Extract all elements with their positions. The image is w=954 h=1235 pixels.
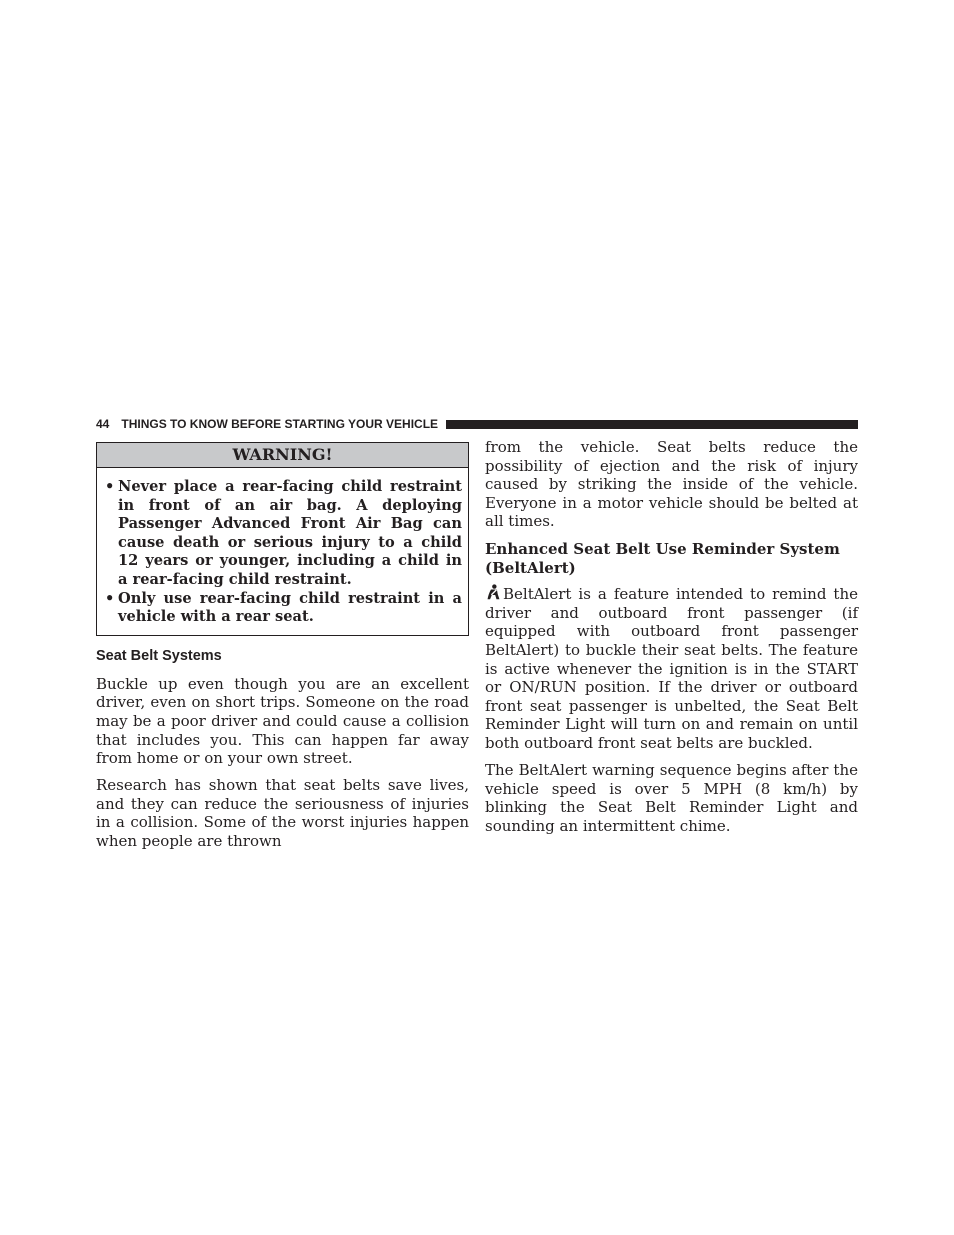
section-heading-seat-belt-systems: Seat Belt Systems xyxy=(96,647,222,664)
warning-title: WARNING! xyxy=(97,443,468,468)
warning-item-text: Never place a rear-facing child restraint in front of an air bag. A deploying Passenger Advanced Front Air Bag can cause death or serious injury to a child 12 years or younger, including a child in a rear-facing child restraint. xyxy=(118,478,462,588)
left-column xyxy=(96,442,469,859)
paragraph xyxy=(485,584,858,752)
beltalert-text: BeltAlert is a feature intended to remind the driver and outboard front passenger (if equipped with outboard front passenger BeltAlert) to buckle their seat belts. The feature is active whenever the ignition is in the START or ON/RUN position. If the driver or outboard front seat passenger is unbelted, the Seat Belt Reminder Light will turn on and remain on until both outboard front seat belts are buckled. xyxy=(485,585,858,752)
paragraph: Research has shown that seat belts save lives, and they can reduce the seriousness of injuries in a collision. Some of the worst injuries happen when people are thrown xyxy=(96,776,469,850)
chapter-title: THINGS TO KNOW BEFORE STARTING YOUR VEHICLE xyxy=(121,417,439,431)
page-header xyxy=(96,417,858,431)
warning-item xyxy=(105,478,462,590)
paragraph: Buckle up even though you are an excellent driver, even on short trips. Someone on the road may be a poor driver and could cause a collision that includes you. This can happen far away from home or on your own street. xyxy=(96,674,469,768)
warning-box xyxy=(96,442,469,636)
paragraph: from the vehicle. Seat belts reduce the possibility of ejection and the risk of injury caused by striking the inside of the vehicle. Everyone in a motor vehicle should be belted at all times. xyxy=(485,438,858,531)
page-number: 44 xyxy=(96,417,110,431)
section-heading-beltalert: Enhanced Seat Belt Use Reminder System (BeltAlert) xyxy=(485,539,840,577)
right-column xyxy=(485,438,858,844)
paragraph: The BeltAlert warning sequence begins after the vehicle speed is over 5 MPH (8 km/h) by blinking the Seat Belt Reminder Light and sounding an intermittent chime. xyxy=(485,761,858,835)
seat-belt-reminder-icon xyxy=(485,584,502,601)
bullet-icon: • xyxy=(105,589,115,607)
header-rule xyxy=(446,420,858,429)
warning-item xyxy=(105,590,462,627)
warning-item-text: Only use rear-facing child restraint in a vehicle with a rear seat. xyxy=(118,589,462,626)
bullet-icon: • xyxy=(105,478,115,495)
warning-list xyxy=(97,468,468,635)
